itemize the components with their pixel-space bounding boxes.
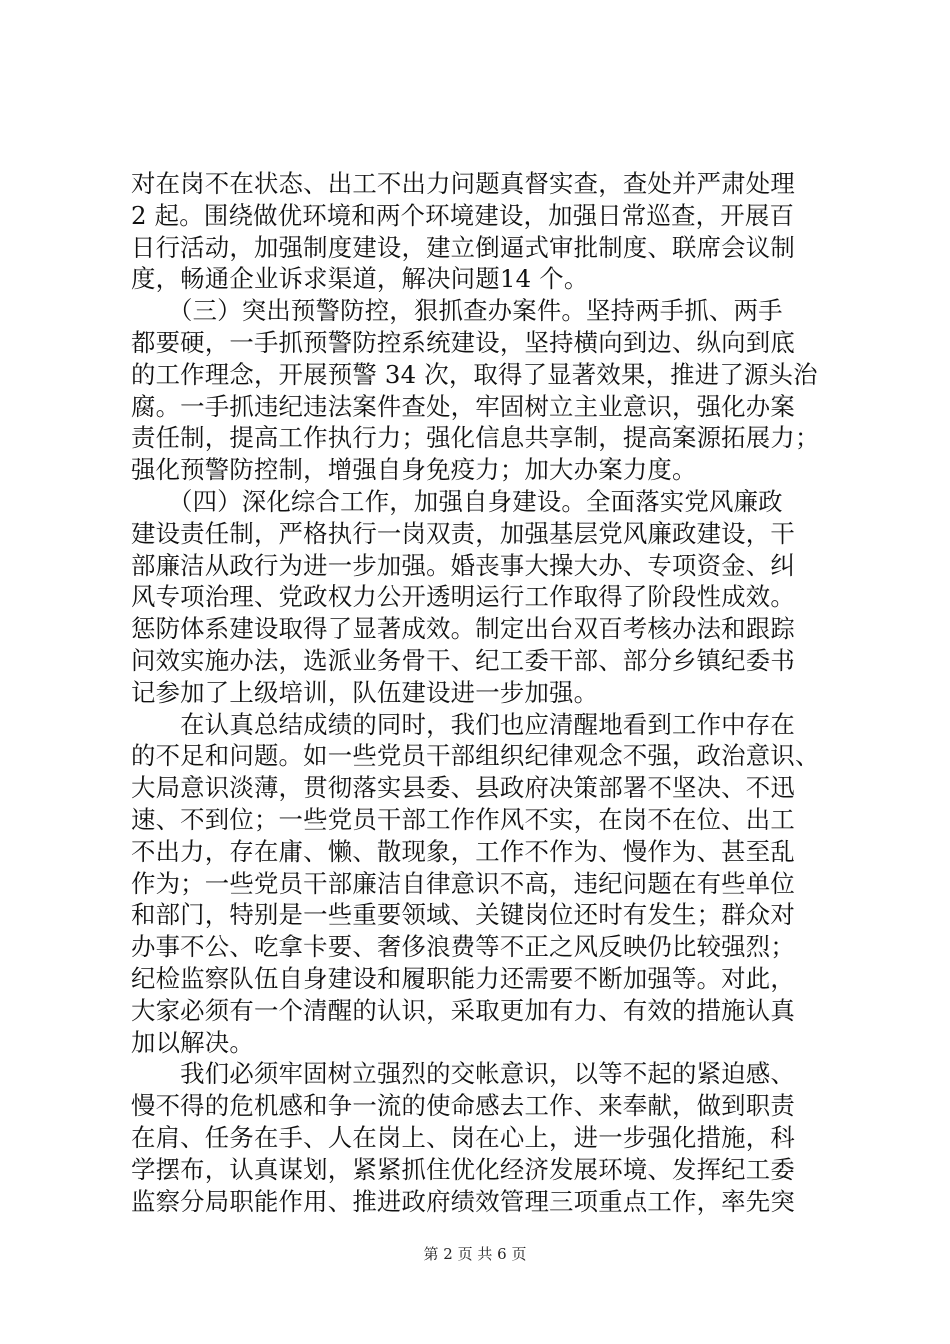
text-line: 2 起。围绕做优环境和两个环境建设，加强日常巡查，开展百: [131, 200, 795, 230]
text-line: 办事不公、吃拿卡要、奢侈浪费等不正之风反映仍比较强烈；: [131, 932, 795, 962]
text-line: 纪检监察队伍自身建设和履职能力还需要不断加强等。对此，: [131, 963, 795, 993]
text-line: 强化预警防控制，增强自身免疫力；加大办案力度。: [131, 455, 697, 485]
text-line: 的工作理念，开展预警 34 次，取得了显著效果，推进了源头治: [131, 359, 818, 389]
text-line: 作为；一些党员干部廉洁自律意识不高，违纪问题在有些单位: [131, 868, 795, 898]
text-line: 惩防体系建设取得了显著成效。制定出台双百考核办法和跟踪: [131, 614, 795, 644]
text-line: 速、不到位；一些党员干部工作作风不实，在岗不在位、出工: [131, 804, 795, 834]
text-line: 慢不得的危机感和争一流的使命感去工作、来奉献，做到职责: [131, 1091, 795, 1121]
text-line: 部廉洁从政行为进一步加强。婚丧事大操大办、专项资金、纠: [131, 550, 795, 580]
text-line: 度，畅通企业诉求渠道，解决问题14 个。: [131, 264, 589, 294]
page-footer: [0, 1244, 950, 1264]
text-line: 腐。一手抓违纪违法案件查处，牢固树立主业意识，强化办案: [131, 391, 795, 421]
text-line: 在认真总结成绩的同时，我们也应清醒地看到工作中存在: [131, 709, 795, 739]
body-text: [131, 168, 831, 1217]
text-line: 风专项治理、党政权力公开透明运行工作取得了阶段性成效。: [131, 582, 795, 612]
text-line: 在肩、任务在手、人在岗上、岗在心上，进一步强化措施，科: [131, 1122, 795, 1152]
text-line: 大家必须有一个清醒的认识，采取更加有力、有效的措施认真: [131, 995, 795, 1025]
text-line: 加以解决。: [131, 1027, 254, 1057]
text-line: 都要硬，一手抓预警防控系统建设，坚持横向到边、纵向到底: [131, 327, 795, 357]
text-line: 监察分局职能作用、推进政府绩效管理三项重点工作，率先突: [131, 1186, 795, 1216]
text-line: （三）突出预警防控，狠抓查办案件。坚持两手抓、两手: [131, 296, 783, 326]
text-line: 不出力，存在庸、懒、散现象，工作不作为、慢作为、甚至乱: [131, 836, 795, 866]
text-line: 我们必须牢固树立强烈的交帐意识，以等不起的紧迫感、: [131, 1059, 795, 1089]
text-line: 记参加了上级培训，队伍建设进一步加强。: [131, 677, 599, 707]
text-line: 责任制，提高工作执行力；强化信息共享制，提高案源拓展力；: [131, 423, 820, 453]
text-line: 日行活动，加强制度建设，建立倒逼式审批制度、联席会议制: [131, 232, 795, 262]
text-line: 问效实施办法，选派业务骨干、纪工委干部、部分乡镇纪委书: [131, 645, 795, 675]
text-line: 的不足和问题。如一些党员干部组织纪律观念不强，政治意识、: [131, 741, 820, 771]
text-line: 大局意识淡薄，贯彻落实县委、县政府决策部署不坚决、不迅: [131, 773, 795, 803]
text-line: 和部门，特别是一些重要领域、关键岗位还时有发生；群众对: [131, 900, 795, 930]
text-line: 建设责任制，严格执行一岗双责，加强基层党风廉政建设，干: [131, 518, 795, 548]
page-number: 第 2 页 共 6 页: [423, 1245, 527, 1263]
text-line: 对在岗不在状态、出工不出力问题真督实查，查处并严肃处理: [131, 169, 795, 198]
text-line: （四）深化综合工作，加强自身建设。全面落实党风廉政: [131, 486, 783, 516]
text-line: 学摆布，认真谋划，紧紧抓住优化经济发展环境、发挥纪工委: [131, 1154, 795, 1184]
